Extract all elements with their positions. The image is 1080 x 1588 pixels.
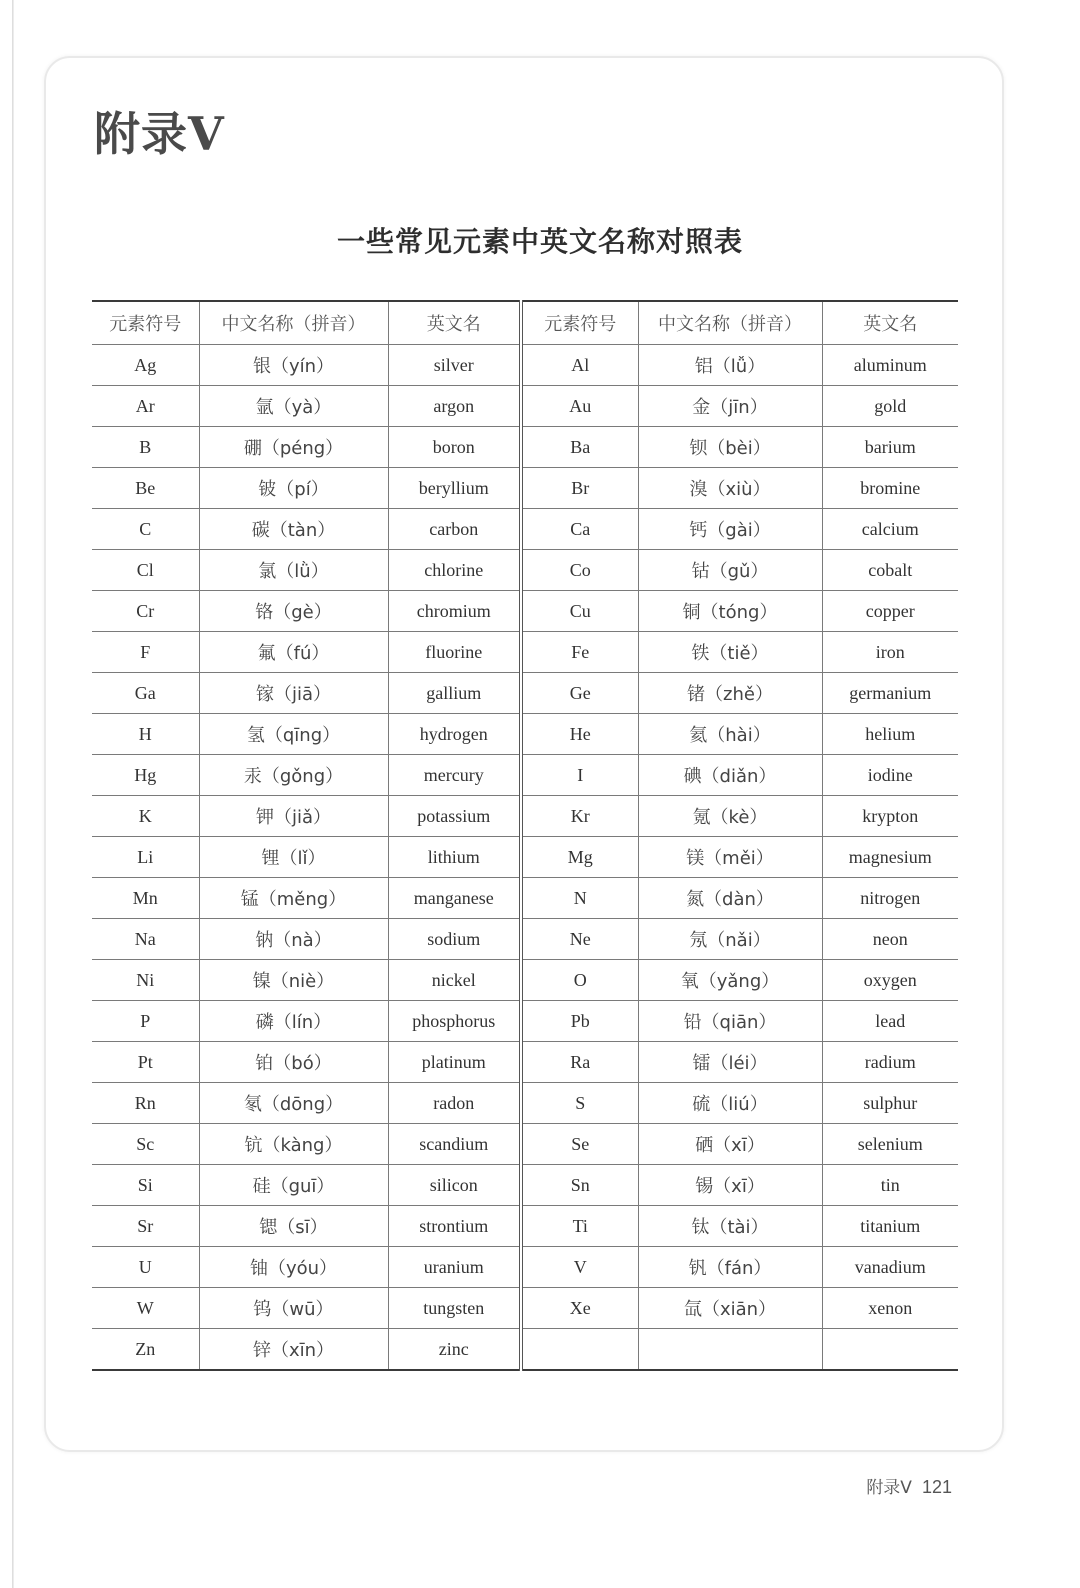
element-symbol-right: Ba	[521, 427, 638, 468]
table-row	[92, 960, 958, 1001]
element-english-name-right: helium	[822, 714, 958, 755]
element-symbol-right: Cu	[521, 591, 638, 632]
element-symbol-left: Li	[92, 837, 199, 878]
element-chinese-name-right: 钡（bèi）	[638, 427, 822, 468]
element-chinese-name-left: 锶（sī）	[199, 1206, 388, 1247]
table-row	[92, 591, 958, 632]
element-chinese-name-left: 镍（niè）	[199, 960, 388, 1001]
element-chinese-name-right: 氖（nǎi）	[638, 919, 822, 960]
table-row	[92, 1247, 958, 1288]
table-row	[92, 919, 958, 960]
element-symbol-right: Kr	[521, 796, 638, 837]
element-chinese-name-right: 钒（fán）	[638, 1247, 822, 1288]
element-symbol-right	[521, 1329, 638, 1371]
element-english-name-right: vanadium	[822, 1247, 958, 1288]
element-english-name-left: silicon	[388, 1165, 521, 1206]
element-symbol-left: Pt	[92, 1042, 199, 1083]
element-english-name-right: copper	[822, 591, 958, 632]
element-chinese-name-right: 钛（tài）	[638, 1206, 822, 1247]
element-symbol-right: S	[521, 1083, 638, 1124]
element-english-name-left: platinum	[388, 1042, 521, 1083]
table-row	[92, 837, 958, 878]
element-chinese-name-right: 铅（qiān）	[638, 1001, 822, 1042]
element-english-name-right: iron	[822, 632, 958, 673]
element-english-name-left: uranium	[388, 1247, 521, 1288]
element-symbol-left: Na	[92, 919, 199, 960]
element-symbol-left: P	[92, 1001, 199, 1042]
element-chinese-name-left: 钪（kàng）	[199, 1124, 388, 1165]
element-chinese-name-right: 锡（xī）	[638, 1165, 822, 1206]
element-name-table	[92, 300, 958, 1371]
element-chinese-name-left: 钾（jiǎ）	[199, 796, 388, 837]
header-english-left: 英文名	[388, 301, 521, 345]
table-row	[92, 345, 958, 386]
element-english-name-left: carbon	[388, 509, 521, 550]
element-symbol-left: Cr	[92, 591, 199, 632]
element-symbol-left: F	[92, 632, 199, 673]
element-chinese-name-right: 溴（xiù）	[638, 468, 822, 509]
element-english-name-right: barium	[822, 427, 958, 468]
element-symbol-left: Si	[92, 1165, 199, 1206]
table-row	[92, 386, 958, 427]
element-english-name-right: neon	[822, 919, 958, 960]
element-english-name-right: aluminum	[822, 345, 958, 386]
element-symbol-left: Ar	[92, 386, 199, 427]
element-chinese-name-right: 硫（liú）	[638, 1083, 822, 1124]
element-english-name-left: hydrogen	[388, 714, 521, 755]
element-chinese-name-left: 铬（gè）	[199, 591, 388, 632]
element-symbol-left: Zn	[92, 1329, 199, 1371]
element-english-name-left: potassium	[388, 796, 521, 837]
element-symbol-left: W	[92, 1288, 199, 1329]
element-chinese-name-right: 氦（hài）	[638, 714, 822, 755]
element-english-name-left: beryllium	[388, 468, 521, 509]
element-english-name-left: strontium	[388, 1206, 521, 1247]
element-english-name-left: fluorine	[388, 632, 521, 673]
element-english-name-left: sodium	[388, 919, 521, 960]
element-english-name-left: argon	[388, 386, 521, 427]
element-symbol-right: Br	[521, 468, 638, 509]
element-chinese-name-right	[638, 1329, 822, 1371]
element-english-name-left: phosphorus	[388, 1001, 521, 1042]
table-title: 一些常见元素中英文名称对照表	[336, 225, 743, 258]
element-english-name-right: bromine	[822, 468, 958, 509]
table-row	[92, 796, 958, 837]
element-symbol-right: N	[521, 878, 638, 919]
element-symbol-left: Be	[92, 468, 199, 509]
element-symbol-left: B	[92, 427, 199, 468]
element-symbol-left: Sc	[92, 1124, 199, 1165]
element-chinese-name-left: 氯（lǜ）	[199, 550, 388, 591]
table-row	[92, 632, 958, 673]
element-english-name-right: germanium	[822, 673, 958, 714]
element-chinese-name-right: 钙（gài）	[638, 509, 822, 550]
element-symbol-right: Au	[521, 386, 638, 427]
element-english-name-right: tin	[822, 1165, 958, 1206]
table-row	[92, 673, 958, 714]
page-number: 121	[921, 1477, 952, 1497]
table-row	[92, 1288, 958, 1329]
element-symbol-right: O	[521, 960, 638, 1001]
table-header-row	[92, 301, 958, 345]
element-english-name-left: mercury	[388, 755, 521, 796]
element-chinese-name-left: 钨（wū）	[199, 1288, 388, 1329]
element-chinese-name-left: 氟（fú）	[199, 632, 388, 673]
element-symbol-right: Fe	[521, 632, 638, 673]
element-symbol-left: Ga	[92, 673, 199, 714]
element-chinese-name-right: 钴（gǔ）	[638, 550, 822, 591]
page-footer	[866, 1473, 952, 1498]
element-english-name-right: krypton	[822, 796, 958, 837]
element-symbol-left: Rn	[92, 1083, 199, 1124]
element-english-name-right: calcium	[822, 509, 958, 550]
element-symbol-right: Se	[521, 1124, 638, 1165]
table-row	[92, 550, 958, 591]
element-chinese-name-left: 镓（jiā）	[199, 673, 388, 714]
element-chinese-name-left: 磷（lín）	[199, 1001, 388, 1042]
element-chinese-name-left: 锂（lǐ）	[199, 837, 388, 878]
element-symbol-right: Xe	[521, 1288, 638, 1329]
element-english-name-right: sulphur	[822, 1083, 958, 1124]
table-row	[92, 509, 958, 550]
table-row	[92, 1083, 958, 1124]
element-symbol-right: Pb	[521, 1001, 638, 1042]
header-chinese-right: 中文名称（拼音）	[638, 301, 822, 345]
element-symbol-left: Cl	[92, 550, 199, 591]
element-chinese-name-left: 碳（tàn）	[199, 509, 388, 550]
element-chinese-name-right: 镁（měi）	[638, 837, 822, 878]
element-english-name-right: selenium	[822, 1124, 958, 1165]
element-english-name-left: scandium	[388, 1124, 521, 1165]
element-chinese-name-right: 锗（zhě）	[638, 673, 822, 714]
element-chinese-name-right: 氮（dàn）	[638, 878, 822, 919]
element-english-name-right: titanium	[822, 1206, 958, 1247]
element-chinese-name-left: 氢（qīng）	[199, 714, 388, 755]
table-row	[92, 1165, 958, 1206]
element-chinese-name-right: 铁（tiě）	[638, 632, 822, 673]
element-symbol-right: He	[521, 714, 638, 755]
element-symbol-left: H	[92, 714, 199, 755]
element-symbol-right: I	[521, 755, 638, 796]
element-english-name-left: silver	[388, 345, 521, 386]
element-symbol-right: Ra	[521, 1042, 638, 1083]
element-english-name-right: oxygen	[822, 960, 958, 1001]
table-body	[92, 345, 958, 1371]
element-chinese-name-left: 汞（gǒng）	[199, 755, 388, 796]
element-symbol-right: Ge	[521, 673, 638, 714]
element-symbol-left: Ni	[92, 960, 199, 1001]
element-english-name-right: magnesium	[822, 837, 958, 878]
table-row	[92, 714, 958, 755]
element-english-name-right: radium	[822, 1042, 958, 1083]
element-english-name-left: boron	[388, 427, 521, 468]
table-row	[92, 1001, 958, 1042]
header-symbol-left: 元素符号	[92, 301, 199, 345]
element-symbol-left: Sr	[92, 1206, 199, 1247]
element-symbol-right: Mg	[521, 837, 638, 878]
element-symbol-right: Ti	[521, 1206, 638, 1247]
element-english-name-left: zinc	[388, 1329, 521, 1371]
table-row	[92, 755, 958, 796]
element-chinese-name-right: 碘（diǎn）	[638, 755, 822, 796]
element-symbol-right: Al	[521, 345, 638, 386]
element-symbol-left: Mn	[92, 878, 199, 919]
element-chinese-name-left: 铍（pí）	[199, 468, 388, 509]
table-row	[92, 1124, 958, 1165]
table-row	[92, 1042, 958, 1083]
element-chinese-name-left: 钠（nà）	[199, 919, 388, 960]
element-symbol-right: V	[521, 1247, 638, 1288]
element-english-name-right: iodine	[822, 755, 958, 796]
table-row	[92, 878, 958, 919]
element-symbol-left: U	[92, 1247, 199, 1288]
element-english-name-right: gold	[822, 386, 958, 427]
element-symbol-right: Ca	[521, 509, 638, 550]
element-english-name-right	[822, 1329, 958, 1371]
element-chinese-name-right: 氙（xiān）	[638, 1288, 822, 1329]
element-symbol-right: Ne	[521, 919, 638, 960]
element-symbol-left: Hg	[92, 755, 199, 796]
table-row	[92, 427, 958, 468]
element-chinese-name-left: 氡（dōng）	[199, 1083, 388, 1124]
element-english-name-right: xenon	[822, 1288, 958, 1329]
header-english-right: 英文名	[822, 301, 958, 345]
element-chinese-name-right: 镭（léi）	[638, 1042, 822, 1083]
element-english-name-left: tungsten	[388, 1288, 521, 1329]
element-chinese-name-left: 铂（bó）	[199, 1042, 388, 1083]
element-english-name-right: cobalt	[822, 550, 958, 591]
element-english-name-left: nickel	[388, 960, 521, 1001]
element-english-name-left: lithium	[388, 837, 521, 878]
element-english-name-left: gallium	[388, 673, 521, 714]
element-chinese-name-right: 氪（kè）	[638, 796, 822, 837]
element-english-name-left: chlorine	[388, 550, 521, 591]
element-symbol-left: Ag	[92, 345, 199, 386]
footer-label: 附录Ⅴ	[866, 1478, 912, 1498]
element-chinese-name-left: 银（yín）	[199, 345, 388, 386]
element-symbol-right: Sn	[521, 1165, 638, 1206]
header-symbol-right: 元素符号	[521, 301, 638, 345]
element-english-name-right: nitrogen	[822, 878, 958, 919]
element-chinese-name-right: 氧（yǎng）	[638, 960, 822, 1001]
element-chinese-name-left: 铀（yóu）	[199, 1247, 388, 1288]
table-row	[92, 468, 958, 509]
element-english-name-left: chromium	[388, 591, 521, 632]
element-chinese-name-right: 金（jīn）	[638, 386, 822, 427]
element-english-name-left: manganese	[388, 878, 521, 919]
table-row	[92, 1206, 958, 1247]
element-chinese-name-left: 锌（xīn）	[199, 1329, 388, 1371]
element-symbol-left: C	[92, 509, 199, 550]
element-chinese-name-right: 硒（xī）	[638, 1124, 822, 1165]
element-chinese-name-right: 铜（tóng）	[638, 591, 822, 632]
element-symbol-left: K	[92, 796, 199, 837]
element-english-name-right: lead	[822, 1001, 958, 1042]
element-symbol-right: Co	[521, 550, 638, 591]
element-chinese-name-left: 硼（péng）	[199, 427, 388, 468]
element-chinese-name-right: 铝（lǚ）	[638, 345, 822, 386]
header-chinese-left: 中文名称（拼音）	[199, 301, 388, 345]
table-row	[92, 1329, 958, 1371]
element-chinese-name-left: 锰（měng）	[199, 878, 388, 919]
element-chinese-name-left: 氩（yà）	[199, 386, 388, 427]
element-english-name-left: radon	[388, 1083, 521, 1124]
appendix-title: 附录Ⅴ	[94, 107, 225, 161]
element-chinese-name-left: 硅（guī）	[199, 1165, 388, 1206]
